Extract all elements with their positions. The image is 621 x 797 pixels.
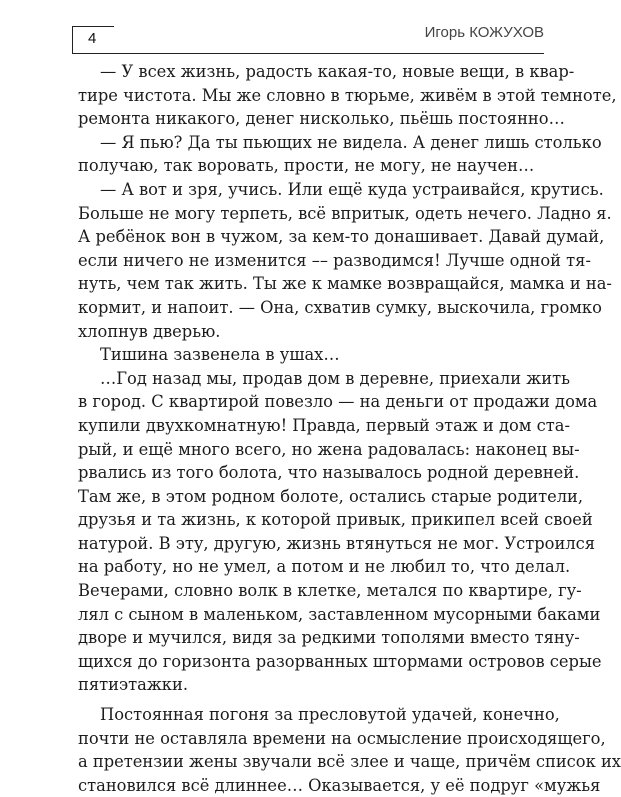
text-line: Вечерами, словно волк в клетке, метался по квартире, гу- [78,581,582,601]
running-head: Игорь КОЖУХОВ [424,24,544,41]
paragraph [78,343,540,367]
paragraph [78,367,602,697]
text-line: получаю, так воровать, прости, не могу, не научен… [78,156,535,176]
text-line: кормит, и напоит. — Она, схватив сумку, выскочила, громко [78,297,602,317]
header-rule [114,53,544,54]
page-header [72,16,544,56]
text-line: Больше не могу терпеть, всё впритык, одеть нечего. Ладно я. [78,203,612,223]
text-line: ремонта никакого, денег нисколько, пьёшь постоянно… [78,109,565,129]
paragraph [78,131,602,178]
text-line: почти не оставляла времени на осмысление происходящего, [78,728,606,748]
paragraph [78,60,617,131]
text-line: если ничего не изменится –– разводимся! Лучше одной тя- [78,250,591,270]
paragraph [78,178,612,343]
text-line: А ребёнок вон в чужом, за кем-то донашивает. Давай думай, [78,227,605,247]
text-line: пятиэтажки. [78,675,188,695]
text-line: хлопнув дверью. [78,321,221,341]
page-number: 4 [88,30,97,47]
text-line: лял с сыном в маленьком, заставленном мусорными баками [78,604,601,624]
text-line: — А вот и зря, учись. Или ещё куда устраивайся, крутись. [100,179,604,199]
text-line: Постоянная погоня за пресловутой удачей, конечно, [100,705,560,725]
text-line: друзья и та жизнь, к которой привык, прикипел всей своей [78,510,593,530]
text-line: натурой. В эту, другую, жизнь втянуться не мог. Устроился [78,533,596,553]
text-line: щихся до горизонта разорванных штормами островов серые [78,651,602,671]
text-line: дворе и мучился, видя за редкими тополями вместо тяну- [78,628,580,648]
text-line: нуть, чем так жить. Ты же к мамке возвращайся, мамка и на- [78,274,612,294]
paragraph [78,703,621,797]
text-line: а претензии жены звучали всё злее и чаще, причём список их [78,752,621,772]
text-line: рвались из того болота, что называлось родной деревней. [78,463,580,483]
text-line: — Я пью? Да ты пьющих не видела. А денег лишь столько [100,132,602,152]
text-line: Тишина зазвенела в ушах… [100,345,340,365]
text-line: в город. С квартирой повезло — на деньги от продажи дома [78,392,598,412]
body-text [78,60,621,797]
text-line: тире чистота. Мы же словно в тюрьме, живём в этой темноте, [78,85,617,105]
text-line: …Год назад мы, продав дом в деревне, приехали жить [100,368,570,388]
text-line: рый, и ещё много всего, но жена радовалась: наконец вы- [78,439,580,459]
text-line: — У всех жизнь, радость какая-то, новые вещи, в квар- [100,62,575,81]
text-line: на работу, но не умел, а потом и не любил то, что делал. [78,557,571,577]
text-line: Там же, в этом родном болоте, остались старые родители, [78,486,584,506]
text-line: становился всё длиннее… Оказывается, у её подруг «мужья [78,775,601,795]
text-line: купили двухкомнатную! Правда, первый этаж и дом ста- [78,415,570,435]
